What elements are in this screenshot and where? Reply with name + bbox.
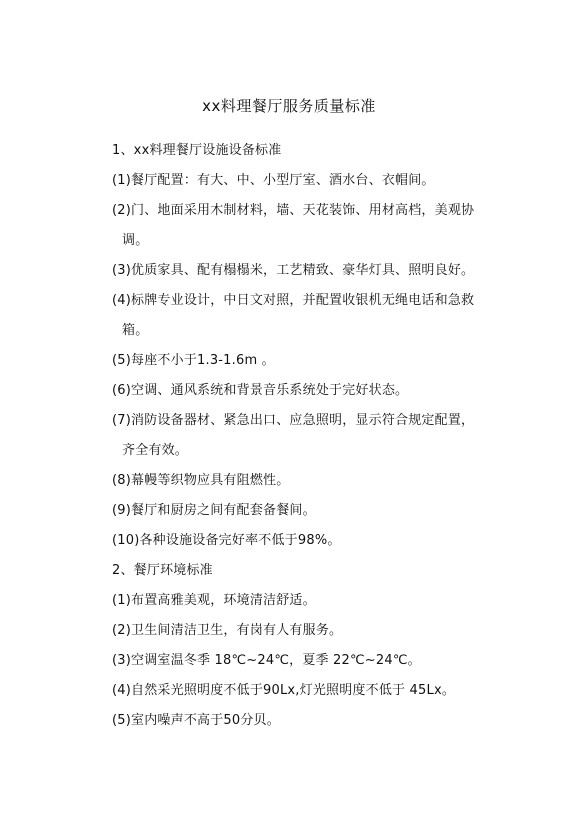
- section-heading-environment: 2、餐厅环境标准: [112, 563, 213, 578]
- paragraph-line: (5)每座不小于1.3-1.6m 。: [112, 353, 275, 368]
- section-heading-facilities: 1、xx料理餐厅设施设备标准: [112, 143, 282, 158]
- paragraph-line: (3)空调室温冬季 18℃~24℃，夏季 22℃~24℃。: [112, 653, 421, 668]
- paragraph-continuation-line: 箱。: [122, 323, 149, 338]
- document-body: [112, 136, 502, 736]
- paragraph-line: (3)优质家具、配有榻榻米，工艺精致、豪华灯具、照明良好。: [112, 263, 475, 278]
- document-title: xx料理餐厅服务质量标准: [202, 97, 376, 115]
- paragraph-line: (2)门、地面采用木制材料，墙、天花装饰、用材高档，美观协: [112, 203, 475, 218]
- paragraph-line: (2)卫生间清洁卫生，有岗有人有服务。: [112, 623, 343, 638]
- paragraph-line: (1)餐厅配置：有大、中、小型厅室、酒水台、衣帽间。: [112, 173, 435, 188]
- paragraph-line: (6)空调、通风系统和背景音乐系统处于完好状态。: [112, 383, 409, 398]
- paragraph-line: (4)标牌专业设计，中日文对照，并配置收银机无绳电话和急救: [112, 293, 475, 308]
- paragraph-line: (4)自然采光照明度不低于90Lx,灯光照明度不低于 45Lx。: [112, 683, 456, 698]
- paragraph-line: (1)布置高雅美观，环境清洁舒适。: [112, 593, 316, 608]
- paragraph-line: (8)幕幔等织物应具有阻燃性。: [112, 473, 290, 488]
- paragraph-line: (10)各种设施设备完好率不低于98%。: [112, 533, 341, 548]
- paragraph-line: (7)消防设备器材、紧急出口、应急照明，显示符合规定配置，: [112, 413, 475, 428]
- paragraph-continuation-line: 齐全有效。: [122, 443, 189, 458]
- paragraph-continuation-line: 调。: [122, 233, 149, 248]
- paragraph-line: (9)餐厅和厨房之间有配套备餐间。: [112, 503, 316, 518]
- paragraph-line: (5)室内噪声不高于50分贝。: [112, 713, 280, 728]
